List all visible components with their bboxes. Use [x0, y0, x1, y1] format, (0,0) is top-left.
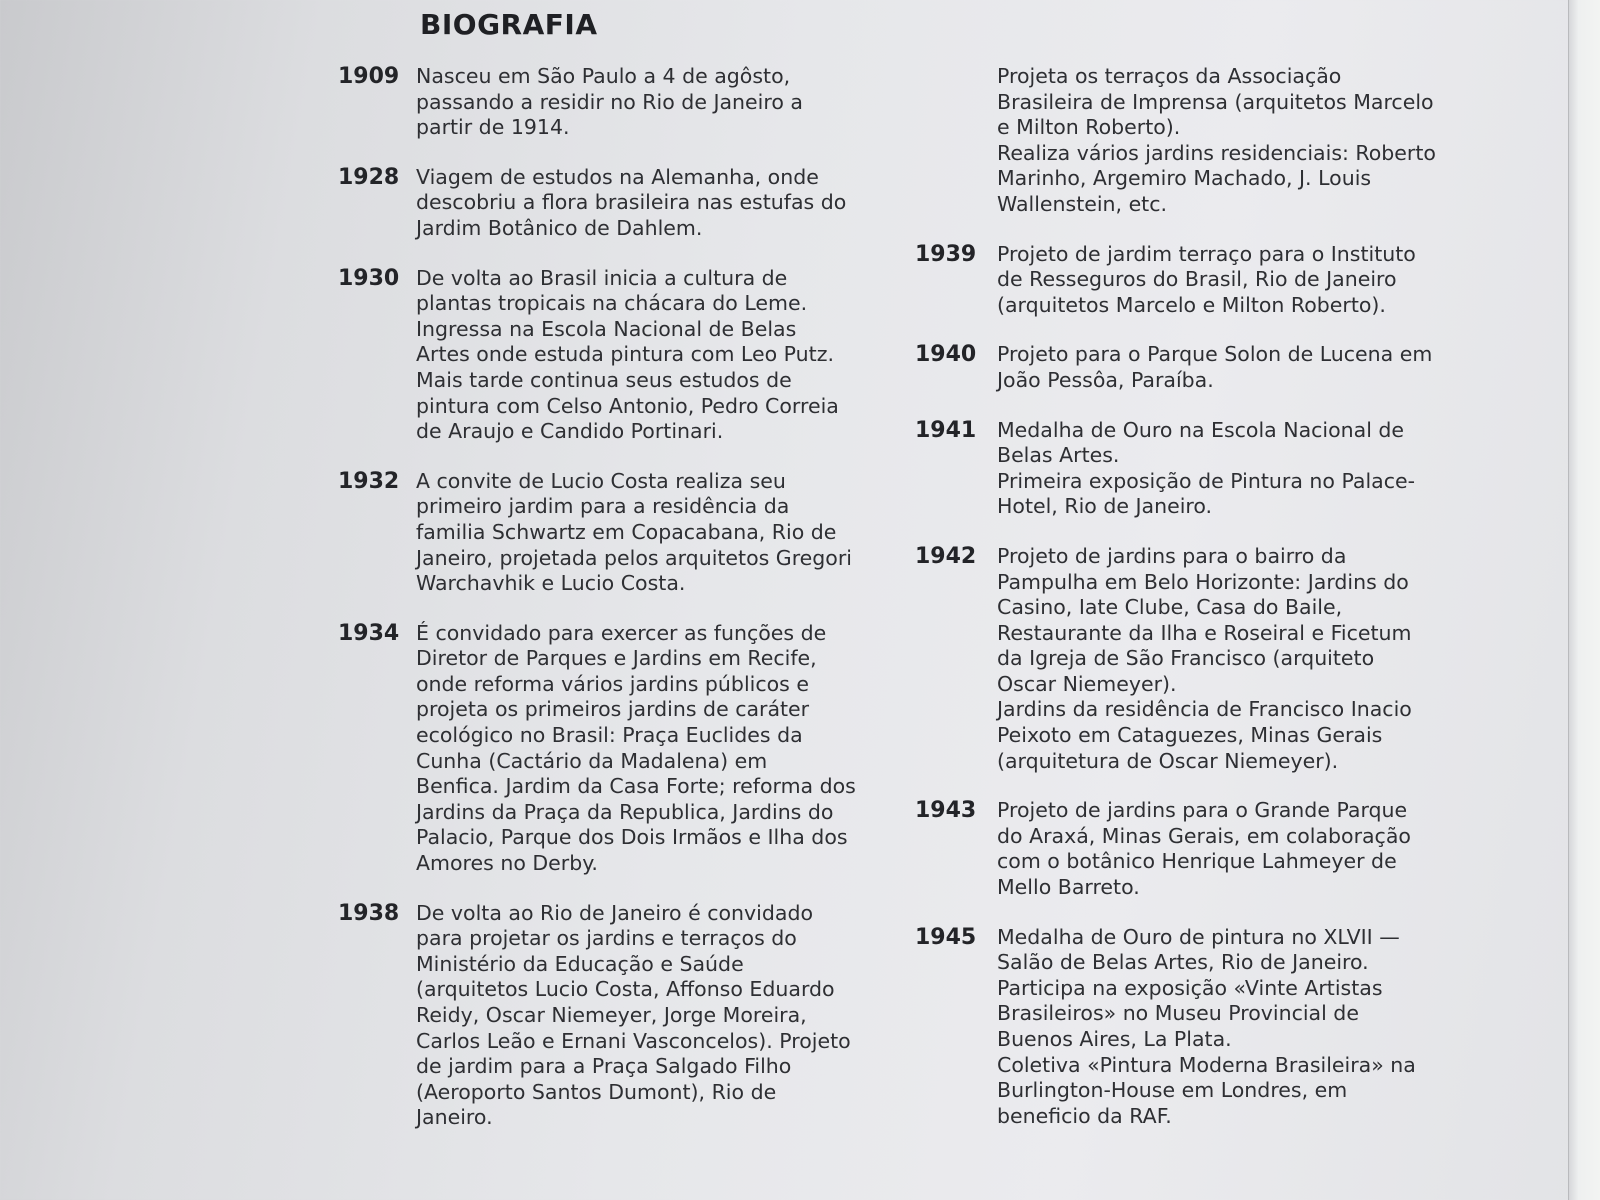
entry-1941: [915, 418, 1437, 520]
entry-paragraph: É convidado para exercer as funções de Diretor de Parques e Jardins em Recife, onde reforma vários jardins públicos e projeta os primeiros jardins de caráter ecológico no Brasil: Praça Euclides da Cunha (Cactário da Madalena) em Benfica. Jardim da Casa Forte; reforma dos Jardins da Praça da Republica, Jardins do Palacio, Parque dos Dois Irmãos e Ilha dos Amores no Derby.: [416, 620, 856, 876]
entry-year: 1941: [915, 417, 977, 443]
entry-text: [997, 342, 1437, 393]
entry-paragraph: Viagem de estudos na Alemanha, onde descobriu a flora brasileira nas estufas do Jardim Botânico de Dahlem.: [416, 164, 847, 240]
right-column: [915, 64, 1437, 1129]
entry-paragraph: Jardins da residência de Francisco Inacio Peixoto em Cataguezes, Minas Gerais (arquitetura de Oscar Niemeyer).: [997, 697, 1412, 773]
entry-year: 1943: [915, 798, 977, 824]
entry-1939: [915, 242, 1437, 319]
entry-1938: [338, 901, 856, 1131]
entry-year: 1909: [338, 64, 400, 89]
entry-text: [997, 418, 1437, 520]
entry-1942: [915, 544, 1437, 774]
entry-text: [416, 469, 856, 597]
entry-1909: [338, 64, 856, 141]
entry-year: 1928: [338, 164, 400, 190]
entry-1934: [338, 621, 856, 877]
left-column: [338, 64, 856, 1131]
entry-year: 1932: [338, 468, 400, 494]
entry-text: [416, 621, 856, 877]
entry-1930: [338, 266, 856, 445]
entry-text: [416, 64, 856, 141]
entry-year: 1940: [915, 342, 977, 368]
entry-paragraph: Participa na exposição «Vinte Artistas Brasileiros» no Museu Provincial de Buenos Aires, La Plata.: [997, 975, 1383, 1051]
entry-paragraph: Medalha de Ouro na Escola Nacional de Belas Artes.: [997, 417, 1405, 468]
entry-paragraph: Projeto de jardim terraço para o Instituto de Resseguros do Brasil, Rio de Janeiro (arquitetos Marcelo e Milton Roberto).: [997, 241, 1416, 317]
entry-1940: [915, 342, 1437, 393]
entry-year: 1930: [338, 265, 400, 291]
continuation-paragraph: Projeta os terraços da Associação Brasileira de Imprensa (arquitetos Marcelo e Milton Roberto).: [997, 64, 1434, 140]
entry-paragraph: De volta ao Rio de Janeiro é convidado para projetar os jardins e terraços do Ministério da Educação e Saúde (arquitetos Lucio Costa, Affonso Eduardo Reidy, Oscar Niemeyer, Jorge Moreira, Carlos Leão e Ernani Vasconcelos). Projeto de jardim para a Praça Salgado Filho (Aeroporto Santos Dumont), Rio de Janeiro.: [416, 900, 851, 1130]
entry-year: 1938: [338, 900, 400, 926]
entry-year: 1939: [915, 241, 977, 267]
entry-1932: [338, 469, 856, 597]
entry-year: 1945: [915, 924, 977, 950]
entry-year: 1942: [915, 543, 977, 569]
entry-text: [416, 266, 856, 445]
page-title: BIOGRAFIA: [420, 8, 598, 41]
continuation-paragraph: Realiza vários jardins residenciais: Roberto Marinho, Argemiro Machado, J. Louis Wallenstein, etc.: [997, 140, 1436, 216]
page-edge: [1568, 0, 1600, 1200]
entry-paragraph: A convite de Lucio Costa realiza seu primeiro jardim para a residência da familia Schwartz em Copacabana, Rio de Janeiro, projetada pelos arquitetos Gregori Warchavhik e Lucio Costa.: [416, 468, 852, 596]
entry-year: 1934: [338, 620, 400, 646]
entry-text: [416, 901, 856, 1131]
entry-paragraph: De volta ao Brasil inicia a cultura de plantas tropicais na chácara do Leme. Ingressa na Escola Nacional de Belas Artes onde estuda pintura com Leo Putz. Mais tarde continua seus estudos de pintura com Celso Antonio, Pedro Correia de Araujo e Candido Portinari.: [416, 265, 839, 444]
entry-paragraph: Projeto de jardins para o Grande Parque do Araxá, Minas Gerais, em colaboração com o botânico Henrique Lahmeyer de Mello Barreto.: [997, 798, 1411, 900]
entry-1945: [915, 925, 1437, 1130]
entry-paragraph: Projeto para o Parque Solon de Lucena em João Pessôa, Paraíba.: [997, 342, 1433, 392]
entry-paragraph: Projeto de jardins para o bairro da Pampulha em Belo Horizonte: Jardins do Casino, Iate Clube, Casa do Baile, Restaurante da Ilha e Roseiral e Ficetum da Igreja de São Francisco (arquiteto Oscar Niemeyer).: [997, 543, 1412, 696]
entry-text: [997, 798, 1437, 900]
entry-paragraph: Primeira exposição de Pintura no Palace-Hotel, Rio de Janeiro.: [997, 468, 1415, 519]
entry-1928: [338, 165, 856, 242]
continuation-text: [997, 64, 1437, 218]
entry-paragraph: Nasceu em São Paulo a 4 de agôsto, passando a residir no Rio de Janeiro a partir de 1914.: [416, 64, 803, 140]
entry-text: [997, 242, 1437, 319]
entry-paragraph: Medalha de Ouro de pintura no XLVII — Salão de Belas Artes, Rio de Janeiro.: [997, 924, 1400, 975]
entry-1943: [915, 798, 1437, 900]
entry-text: [416, 165, 856, 242]
entry-text: [997, 544, 1437, 774]
entry-paragraph: Coletiva «Pintura Moderna Brasileira» na Burlington-House em Londres, em beneficio da RAF.: [997, 1052, 1416, 1128]
entry-text: [997, 925, 1437, 1130]
